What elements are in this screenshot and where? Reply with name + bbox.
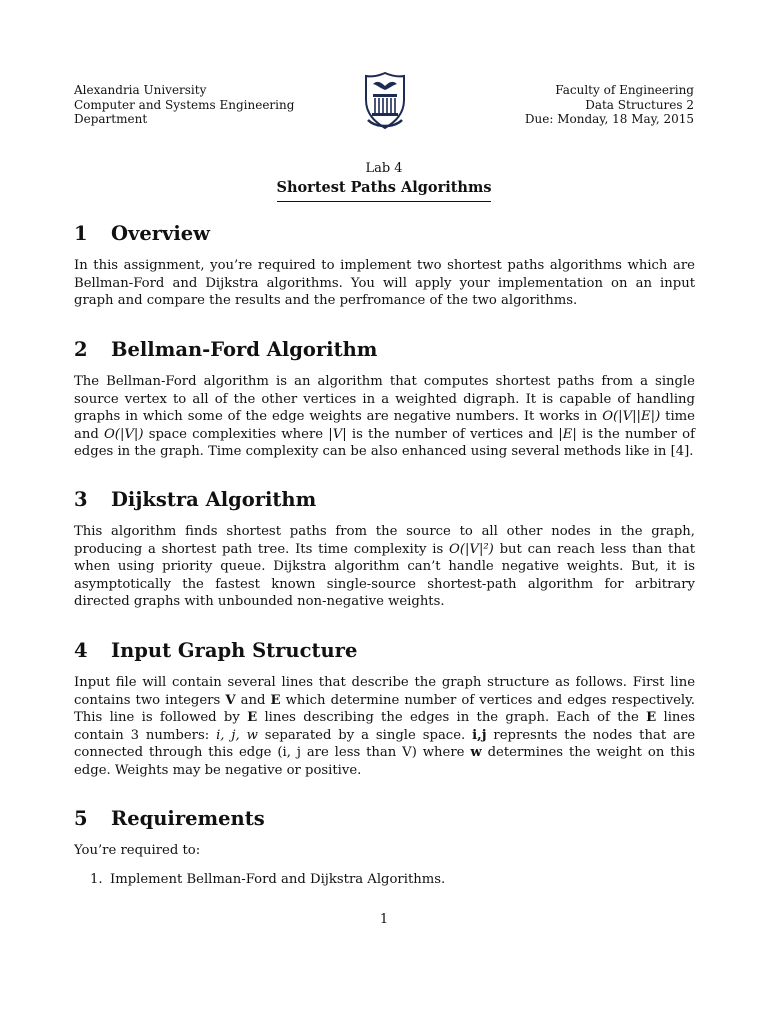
text-run: represnts the nodes that are connected through this edge (i, j are less than V) where [74,727,695,761]
section-number: 3 [74,488,88,511]
text-run: which determine number of vertices and edges respectively. This line is followed by [74,692,695,726]
math-time-complexity: O(|V|²) [449,541,494,557]
document-title: Shortest Paths Algorithms [277,178,492,202]
bold-term: E [270,692,281,708]
math-edges: |E| [558,426,577,442]
section-paragraph [74,373,695,461]
list-item [74,871,695,889]
department-line-2: Department [74,112,148,127]
section-paragraph [74,523,695,611]
bold-term: i,j [472,727,487,743]
requirements-list [74,871,695,889]
math-time-complexity: O(|V||E|) [602,409,661,425]
university-crest-icon [360,70,410,132]
section-requirements [74,807,695,888]
section-paragraph: You’re required to: [74,843,201,858]
list-item-number: 1. [90,871,103,887]
list-item-text: Implement Bellman-Ford and Dijkstra Algorithms. [110,871,446,887]
section-dijkstra [74,488,695,611]
header-left [74,83,294,127]
university-name: Alexandria University [74,83,207,97]
section-heading [74,639,695,663]
text-run: determines the weight on this edge. Weights may be negative or positive. [74,745,695,778]
lab-number: Lab 4 [365,161,403,176]
bold-term: E [247,710,258,726]
header-right [525,83,694,127]
section-number: 2 [74,338,88,361]
section-title: Overview [111,222,210,245]
text-run: is the number of vertices and [346,426,559,442]
due-date: Due: Monday, 18 May, 2015 [524,112,694,127]
section-heading [74,222,695,246]
section-heading [74,338,695,362]
math-space-complexity: O(|V|) [104,426,144,442]
text-run: This algorithm finds shortest paths from the source to all other nodes in the graph, producing a shortest path tree. Its time complexity is [74,524,695,557]
section-overview [74,222,695,310]
department-line-1: Computer and Systems Engineering [74,97,295,112]
section-bellman-ford [74,338,695,461]
section-paragraph [74,674,695,780]
faculty-name: Faculty of Engineering [555,83,694,97]
section-number: 5 [74,807,88,830]
title-block [0,160,768,202]
text-run: separated by a single space. [257,727,473,743]
section-number: 4 [74,639,88,662]
section-title: Bellman-Ford Algorithm [111,338,378,361]
section-number: 1 [74,222,88,245]
text-run: space complexities where [143,426,329,442]
text-run: The Bellman-Ford algorithm is an algorithm that computes shortest paths from a single source vertex to all of the other vertices in a weighted digraph. It is capable of handling graphs in which some of the edge weights are negative numbers. It works in [74,374,695,425]
section-paragraph: In this assignment, you’re required to implement two shortest paths algorithms which are Bellman-Ford and Dijkstra algorithms. You will apply your implementation on an input graph and compare the results and the perfromance of the two algorithms. [74,258,695,309]
text-run: Input file will contain several lines that describe the graph structure as follows. First line contains two integers [74,675,695,708]
bold-term: E [646,710,657,726]
text-run: is the number of edges in the graph. Time complexity can be also enhanced using several methods like in [4]. [74,426,695,460]
section-title: Dijkstra Algorithm [111,488,317,511]
section-heading [74,488,695,512]
bold-term: V [225,692,236,708]
text-run: and [235,692,271,708]
text-run: but can reach less than that when using priority queue. Dijkstra algorithm can’t handle negative weights. But, it is asymptotically the fastest known single-source shortest-path algorithm for arbitrary directed graphs with unbounded non-negative weights. [74,541,695,610]
text-run: lines describing the edges in the graph. Each of the [257,710,647,726]
bold-term: w [470,745,482,761]
math-variables: i, j, w [216,727,258,743]
section-heading [74,807,695,831]
page-number: 1 [379,912,389,927]
section-input-graph [74,639,695,780]
section-title: Requirements [111,807,265,830]
text-run: lines contain 3 numbers: [74,710,695,743]
section-title: Input Graph Structure [111,639,358,662]
course-name: Data Structures 2 [585,97,694,112]
text-run: time and [74,409,695,442]
math-vertices: |V| [328,426,347,442]
